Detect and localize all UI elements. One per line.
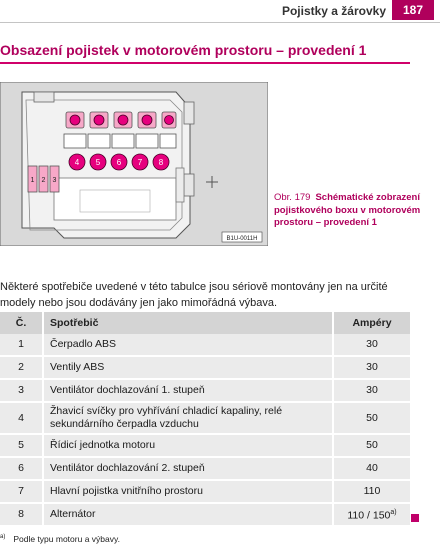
- row-number: 5: [0, 435, 44, 458]
- fuse-label-4: 4: [74, 158, 80, 167]
- fuse-label-7: 7: [137, 158, 143, 167]
- row-consumer: Hlavní pojistka vnitřního prostoru: [44, 481, 334, 504]
- row-amperes: [334, 504, 410, 527]
- table-row: [0, 481, 410, 504]
- row-amperes: 40: [334, 458, 410, 481]
- table-row: [0, 435, 410, 458]
- footnote-ref: a): [390, 509, 397, 517]
- row-number: 8: [0, 504, 44, 527]
- row-consumer: Ventily ABS: [44, 357, 334, 380]
- table-row: [0, 458, 410, 481]
- footnote: [0, 534, 120, 544]
- header-number: Č.: [0, 312, 44, 334]
- table-row: [0, 403, 410, 435]
- row-consumer: Alternátor: [44, 504, 334, 527]
- section-title: Obsazení pojistek v motorovém prostoru – provedení 1: [0, 42, 367, 58]
- row-amperes: 30: [334, 357, 410, 380]
- fuse-label-5: 5: [95, 158, 101, 167]
- figure-id-label: B1U-0011H: [226, 236, 258, 242]
- fuse-box-diagram: [0, 82, 268, 246]
- row-number: 1: [0, 334, 44, 357]
- fuse-label-2: 2: [41, 177, 46, 184]
- row-amperes: 50: [334, 435, 410, 458]
- row-number: 3: [0, 380, 44, 403]
- page-number: 187: [392, 0, 434, 20]
- row-amperes: 30: [334, 334, 410, 357]
- row-amperes: 110: [334, 481, 410, 504]
- row-amperes-value: 110 / 150: [347, 509, 391, 522]
- row-amperes: 30: [334, 380, 410, 403]
- caption-text: Schématické zobrazení pojistkového boxu v motorovém prostoru – provedení 1: [274, 192, 421, 228]
- row-number: 7: [0, 481, 44, 504]
- fuse-label-6: 6: [116, 158, 122, 167]
- header-amperes: Ampéry: [334, 312, 410, 334]
- row-consumer: Ventilátor dochlazování 2. stupeň: [44, 458, 334, 481]
- row-consumer: Čerpadlo ABS: [44, 334, 334, 357]
- title-rule: [0, 62, 410, 64]
- caption-number: Obr. 179: [274, 192, 311, 203]
- fuse-table: [0, 312, 410, 527]
- footnote-text: Podle typu motoru a výbavy.: [13, 534, 120, 544]
- fuse-label-1: 1: [30, 177, 35, 184]
- table-row: [0, 504, 410, 527]
- table-row: [0, 334, 410, 357]
- intro-paragraph: Některé spotřebiče uvedené v této tabulce jsou sériově montovány jen na určité modely nebo jsou dodávány jen jako mimořádná výbava.: [0, 281, 388, 309]
- row-number: 4: [0, 403, 44, 435]
- row-consumer: Ventilátor dochlazování 1. stupeň: [44, 380, 334, 403]
- table-row: [0, 380, 410, 403]
- row-amperes: 50: [334, 403, 410, 435]
- fuse-label-8: 8: [158, 158, 164, 167]
- footnote-mark: a): [0, 534, 6, 541]
- header-section-title: Pojistky a žárovky: [281, 4, 386, 18]
- fuse-label-3: 3: [52, 177, 57, 184]
- header-consumer: Spotřebič: [44, 312, 334, 334]
- row-consumer: Žhavicí svíčky pro vyhřívání chladicí kapaliny, relé sekundárního čerpadla vzduchu: [44, 403, 334, 435]
- table-header-row: [0, 312, 410, 334]
- row-number: 6: [0, 458, 44, 481]
- table-row: [0, 357, 410, 380]
- section-end-marker: [411, 514, 419, 522]
- figure-caption: [274, 192, 422, 230]
- row-number: 2: [0, 357, 44, 380]
- page-header: [0, 0, 440, 23]
- row-consumer: Řídicí jednotka motoru: [44, 435, 334, 458]
